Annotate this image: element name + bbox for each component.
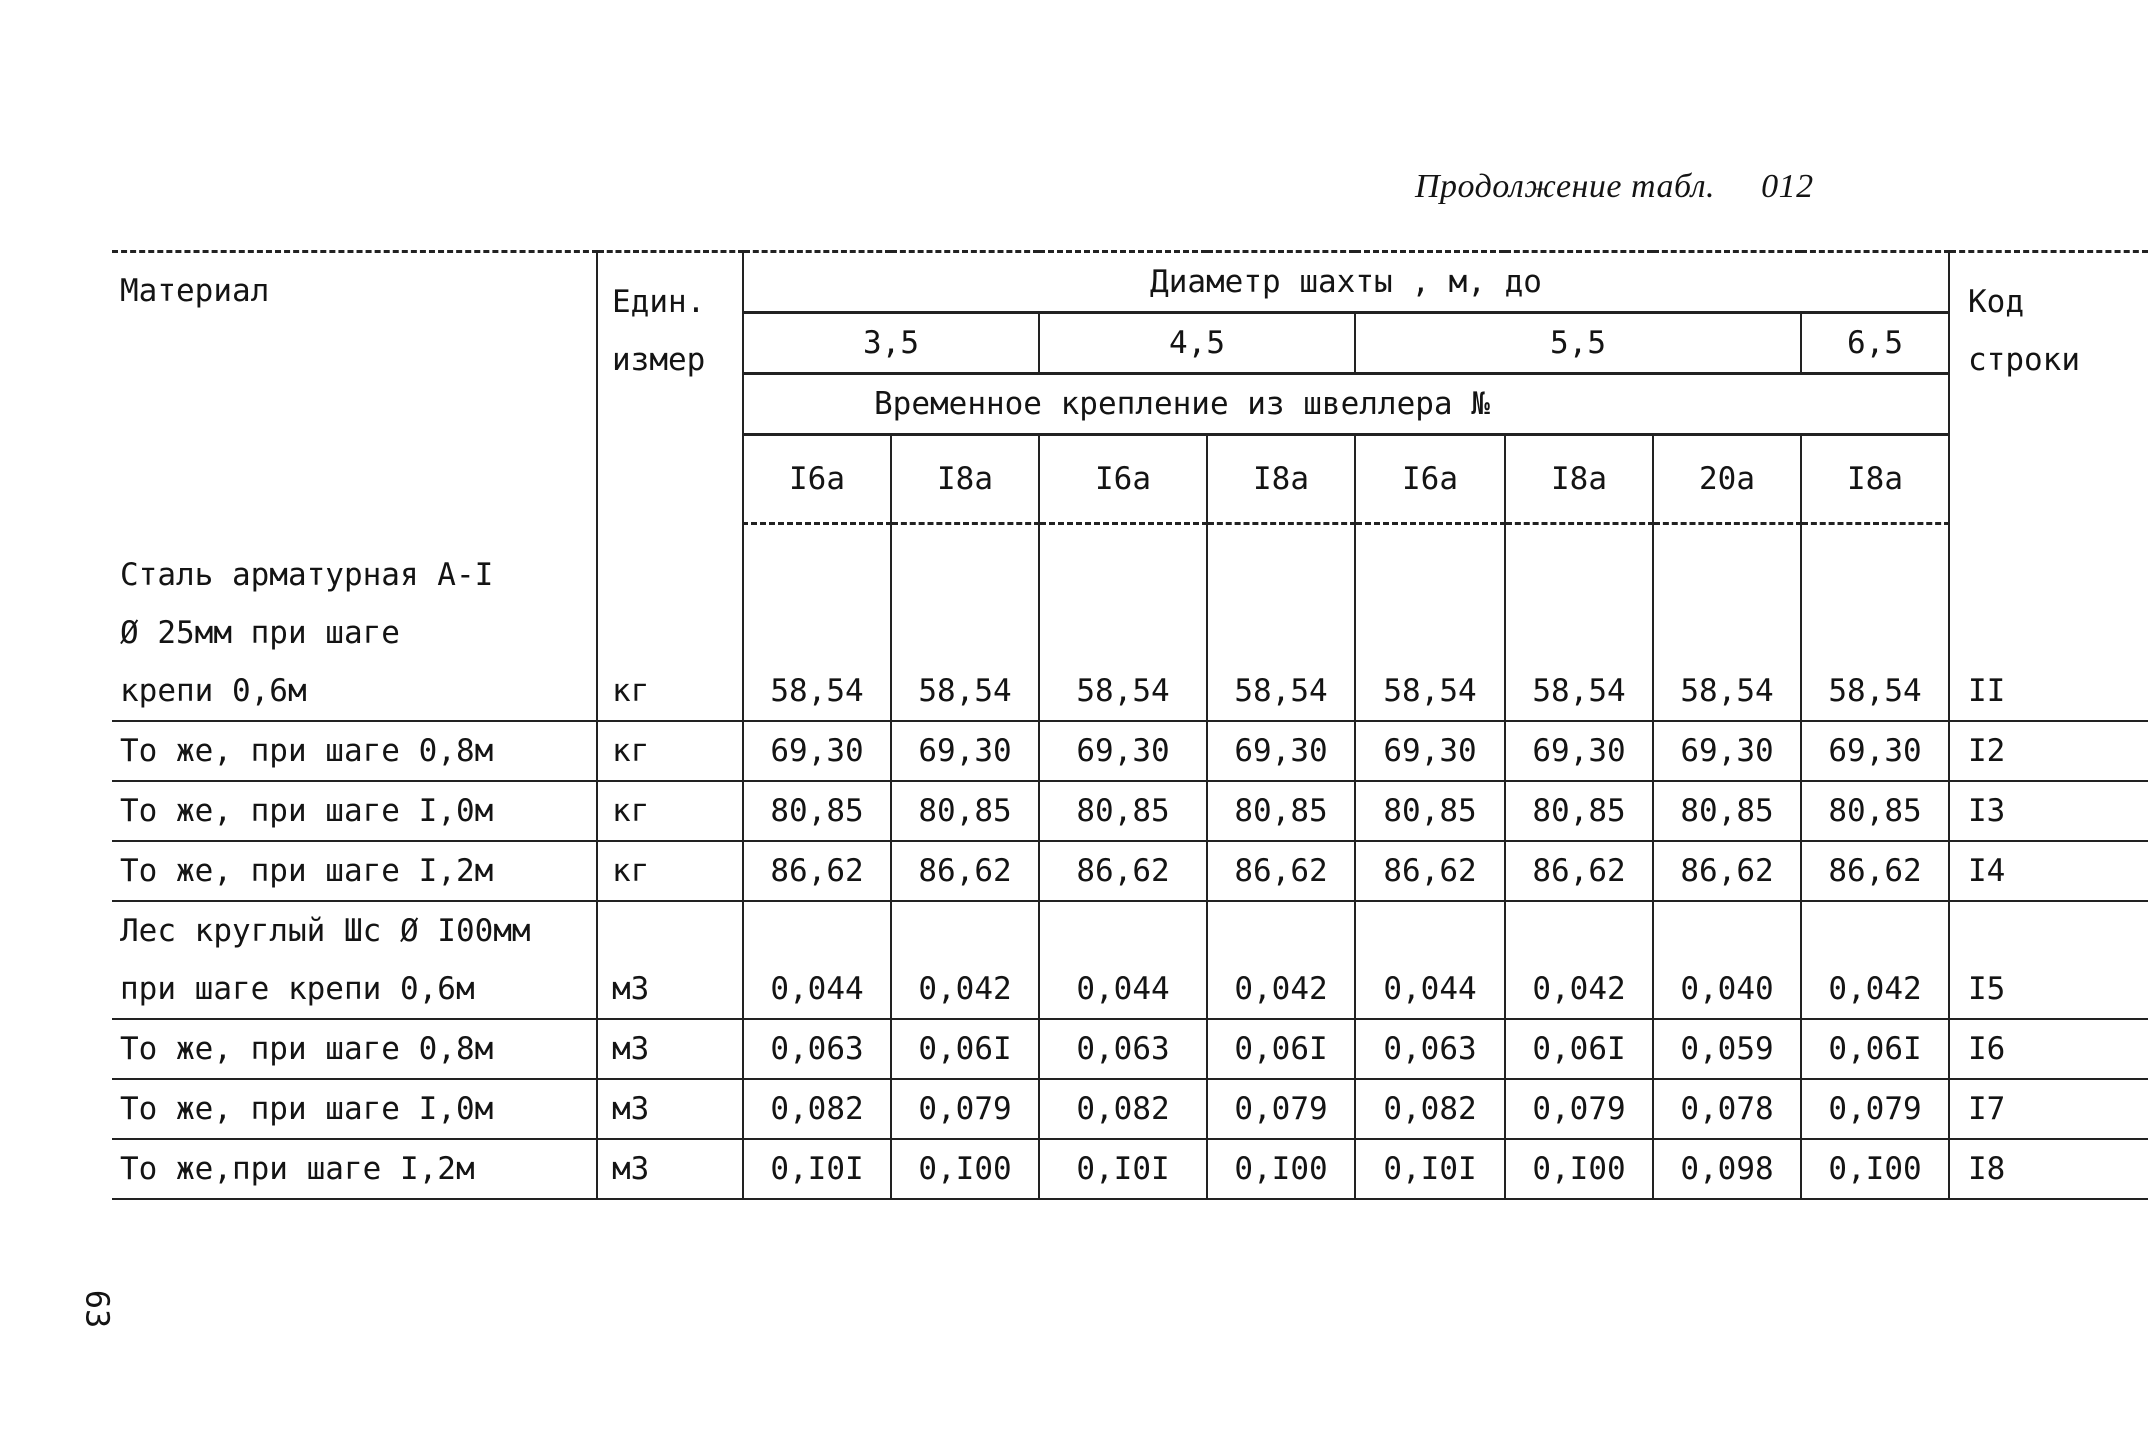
table-row [112,524,2148,721]
material-cell [112,721,597,781]
header-diameter-2: 4,5 [1039,313,1355,374]
value-cell: 0,098 [1653,1139,1801,1199]
caption-table-number: 012 [1761,168,1814,205]
material-line: То же, при шаге 0,8м [120,732,494,769]
header-unit [597,252,743,524]
material-line: Ø 25мм при шаге [120,614,400,651]
header-profile-3: I6а [1039,435,1207,524]
material-line: То же, при шаге I,2м [120,852,494,889]
material-line: крепи 0,6м [120,672,307,709]
header-diameter-4: 6,5 [1801,313,1949,374]
page-number: 63 [78,1289,117,1329]
value-cell: 0,059 [1653,1019,1801,1079]
value-cell: 0,063 [1355,1019,1505,1079]
value-cell: 0,079 [1505,1079,1653,1139]
unit-cell: м3 [597,901,743,1019]
value-cell: 0,079 [1801,1079,1949,1139]
value-cell: 69,30 [891,721,1039,781]
value-cell: 0,06I [1207,1019,1355,1079]
value-cell: 58,54 [1653,524,1801,721]
value-cell: 80,85 [1207,781,1355,841]
row-code-cell: I6 [1949,1019,2148,1079]
value-cell: 86,62 [743,841,891,901]
value-cell: 0,I00 [891,1139,1039,1199]
value-cell: 86,62 [1039,841,1207,901]
value-cell: 58,54 [743,524,891,721]
material-line: То же, при шаге I,0м [120,792,494,829]
value-cell: 86,62 [891,841,1039,901]
value-cell: 69,30 [1039,721,1207,781]
header-profile-1: I6а [743,435,891,524]
row-code-cell: I3 [1949,781,2148,841]
value-cell: 0,042 [891,901,1039,1019]
material-cell [112,1139,597,1199]
value-cell: 0,042 [1505,901,1653,1019]
value-cell: 0,06I [891,1019,1039,1079]
value-cell: 0,I0I [1039,1139,1207,1199]
table-row [112,721,2148,781]
table-body [112,524,2148,1199]
value-cell: 0,I0I [1355,1139,1505,1199]
header-unit-line1: Един. [612,284,706,320]
header-profile-2: I8а [891,435,1039,524]
row-code-cell: II [1949,524,2148,721]
unit-cell: м3 [597,1139,743,1199]
value-cell: 80,85 [891,781,1039,841]
material-cell [112,1079,597,1139]
value-cell: 80,85 [1355,781,1505,841]
material-cell [112,524,597,721]
table-row [112,781,2148,841]
value-cell: 86,62 [1207,841,1355,901]
table-row [112,1079,2148,1139]
unit-cell: м3 [597,1079,743,1139]
material-cell [112,1019,597,1079]
value-cell: 0,I0I [743,1139,891,1199]
header-diameter-1: 3,5 [743,313,1039,374]
table-row [112,901,2148,1019]
table-row [112,841,2148,901]
material-line: Сталь арматурная А-I [120,556,494,593]
value-cell: 0,044 [1355,901,1505,1019]
row-code-cell: I4 [1949,841,2148,901]
material-cell [112,781,597,841]
value-cell: 58,54 [1207,524,1355,721]
header-profile-5: I6а [1355,435,1505,524]
value-cell: 0,063 [743,1019,891,1079]
unit-cell: кг [597,781,743,841]
header-profile-7: 20а [1653,435,1801,524]
value-cell: 0,06I [1505,1019,1653,1079]
material-line: То же, при шаге 0,8м [120,1030,494,1067]
value-cell: 69,30 [1505,721,1653,781]
value-cell: 0,042 [1801,901,1949,1019]
value-cell: 0,044 [743,901,891,1019]
value-cell: 69,30 [1801,721,1949,781]
value-cell: 0,06I [1801,1019,1949,1079]
header-diameter-3: 5,5 [1355,313,1801,374]
header-code-line2: строки [1968,342,2080,378]
value-cell: 0,063 [1039,1019,1207,1079]
value-cell: 86,62 [1505,841,1653,901]
material-line: То же, при шаге I,0м [120,1090,494,1127]
value-cell: 58,54 [1039,524,1207,721]
value-cell: 0,078 [1653,1079,1801,1139]
value-cell: 0,I00 [1505,1139,1653,1199]
table-caption [1415,168,1814,206]
value-cell: 0,040 [1653,901,1801,1019]
row-code-cell: I2 [1949,721,2148,781]
value-cell: 0,044 [1039,901,1207,1019]
value-cell: 69,30 [1653,721,1801,781]
value-cell: 0,082 [1039,1079,1207,1139]
unit-cell: м3 [597,1019,743,1079]
header-profile-8: I8а [1801,435,1949,524]
row-code-cell: I5 [1949,901,2148,1019]
header-code-line1: Код [1968,284,2024,320]
header-diameter-title: Диаметр шахты , м, до [743,252,1949,313]
value-cell: 80,85 [1801,781,1949,841]
value-cell: 86,62 [1653,841,1801,901]
header-unit-line2: измер [612,342,706,378]
material-line: при шаге крепи 0,6м [120,970,475,1007]
value-cell: 80,85 [743,781,891,841]
material-line: То же,при шаге I,2м [120,1150,475,1187]
table-row [112,1019,2148,1079]
value-cell: 58,54 [1801,524,1949,721]
unit-cell: кг [597,841,743,901]
value-cell: 0,042 [1207,901,1355,1019]
table-row [112,1139,2148,1199]
value-cell: 0,079 [891,1079,1039,1139]
value-cell: 58,54 [1505,524,1653,721]
header-code [1949,252,2148,524]
value-cell: 86,62 [1801,841,1949,901]
value-cell: 69,30 [743,721,891,781]
value-cell: 80,85 [1505,781,1653,841]
material-cell [112,901,597,1019]
material-cell [112,841,597,901]
header-material: Материал [112,252,597,524]
unit-cell: кг [597,524,743,721]
value-cell: 58,54 [891,524,1039,721]
value-cell: 86,62 [1355,841,1505,901]
unit-cell: кг [597,721,743,781]
value-cell: 80,85 [1039,781,1207,841]
material-line: Лес круглый Шс Ø I00мм [120,912,531,949]
row-code-cell: I8 [1949,1139,2148,1199]
header-profile-6: I8а [1505,435,1653,524]
row-code-cell: I7 [1949,1079,2148,1139]
header-profile-4: I8а [1207,435,1355,524]
value-cell: 69,30 [1355,721,1505,781]
value-cell: 0,082 [1355,1079,1505,1139]
value-cell: 0,082 [743,1079,891,1139]
value-cell: 0,I00 [1207,1139,1355,1199]
value-cell: 69,30 [1207,721,1355,781]
value-cell: 58,54 [1355,524,1505,721]
materials-table [112,250,2148,1200]
value-cell: 0,I00 [1801,1139,1949,1199]
header-fastening-title: Временное крепление из швеллера № [743,374,1949,435]
value-cell: 0,079 [1207,1079,1355,1139]
value-cell: 80,85 [1653,781,1801,841]
header-row-1 [112,252,2148,313]
caption-text: Продолжение табл. [1415,168,1716,205]
